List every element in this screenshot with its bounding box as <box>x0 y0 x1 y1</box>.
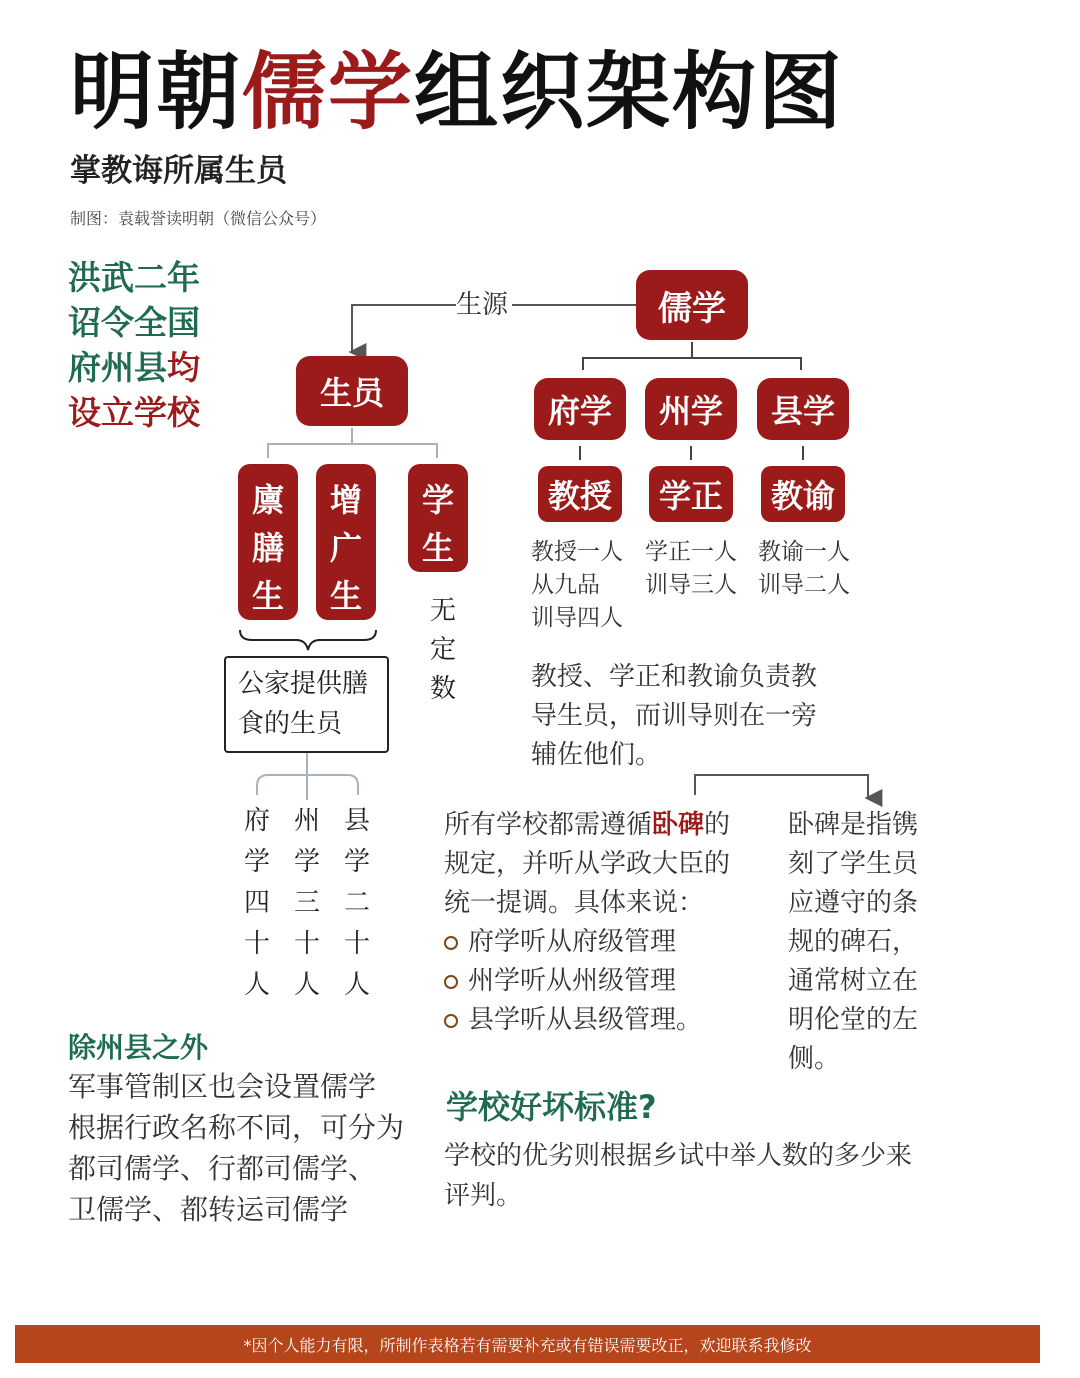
type-zengguangsheng: 增 广 生 <box>316 464 376 620</box>
edict-line3a: 府州县 <box>68 348 167 387</box>
edict-line1: 洪武二年 <box>68 258 200 297</box>
edict-line3b: 均 <box>167 348 200 387</box>
edict-line3 <box>68 345 200 390</box>
military-heading: 除州县之外 <box>68 1031 209 1064</box>
official-jiaoshou: 教授 <box>538 466 622 522</box>
rule-bullet-2: 州学听从州级管理 <box>444 962 754 1001</box>
wobei-highlight: 卧碑 <box>652 810 705 840</box>
quota-bracket <box>257 752 358 800</box>
school-xianxue: 县学 <box>757 378 849 440</box>
page-subtitle: 掌教诲所属生员 <box>70 153 287 189</box>
schools-bracket <box>583 342 801 370</box>
root-node-ruxue: 儒学 <box>636 270 748 340</box>
students-bracket <box>268 428 437 458</box>
wobei-arrow <box>695 775 868 798</box>
source-label: 生源 <box>456 290 509 320</box>
title-accent: 儒学 <box>242 43 415 141</box>
rule-bullet-1: 府学听从府级管理 <box>444 923 754 962</box>
military-body: 军事管制区也会设置儒学 根据行政名称不同，可分为 都司儒学、行都司儒学、 卫儒学、都转运司儒学 <box>68 1070 405 1226</box>
page-title <box>70 42 844 142</box>
staffing-xianxue: 教谕一人 训导二人 <box>758 539 850 598</box>
rules-note: 所有学校都需遵循卧碑的规定，并听从学政大臣的统一提调。具体来说： 府学听从府级管理 州学听从州级管理 县学听从县级管理。 <box>444 806 754 1040</box>
footer-text: *因个人能力有限，所制作表格若有需要补充或有错误需要改正，欢迎联系我修改 <box>243 1335 812 1355</box>
students-node: 生员 <box>296 356 408 426</box>
quality-body: 学校的优劣则根据乡试中举人数的多少来评判。 <box>444 1141 913 1211</box>
quota-zhouxue: 州 学 三 十 人 <box>293 806 320 1000</box>
no-fixed-count: 无 定 数 <box>429 596 456 704</box>
credit-line: 制图：袁载誉读明朝（微信公众号） <box>70 209 327 228</box>
school-fuxue: 府学 <box>534 378 626 440</box>
type-xuesheng: 学 生 <box>408 464 468 572</box>
official-xuezheng: 学正 <box>649 466 733 522</box>
source-arrow-2 <box>352 305 456 352</box>
quota-xianxue: 县 学 二 十 人 <box>343 806 370 1000</box>
quota-fuxue: 府 学 四 十 人 <box>243 806 270 1000</box>
staffing-fuxue: 教授一人 从九品 训导四人 <box>531 539 623 631</box>
edict-line2: 诏令全国 <box>68 303 200 342</box>
edict-line4: 设立学校 <box>68 393 200 432</box>
duties-note: 教授、学正和教谕负责教导生员，而训导则在一旁辅佐他们。 <box>531 662 818 770</box>
quality-heading: 学校好坏标准? <box>446 1088 657 1126</box>
title-part2: 组织架构图 <box>414 43 845 141</box>
public-meals-box: 公家提供膳食的生员 <box>224 656 389 753</box>
staffing-zhouxue: 学正一人 训导三人 <box>645 539 737 598</box>
edict-block <box>68 255 200 435</box>
title-part1: 明朝 <box>70 43 243 141</box>
rule-bullet-3: 县学听从县级管理。 <box>444 1001 754 1040</box>
meal-brace <box>240 630 376 650</box>
type-linshansheng: 廪 膳 生 <box>238 464 298 620</box>
footer-bar <box>15 1325 1040 1363</box>
school-zhouxue: 州学 <box>645 378 737 440</box>
official-jiaoyu: 教谕 <box>761 466 845 522</box>
wobei-explanation: 卧碑是指镌刻了学生员应遵守的条规的碑石，通常树立在明伦堂的左侧。 <box>788 810 919 1074</box>
